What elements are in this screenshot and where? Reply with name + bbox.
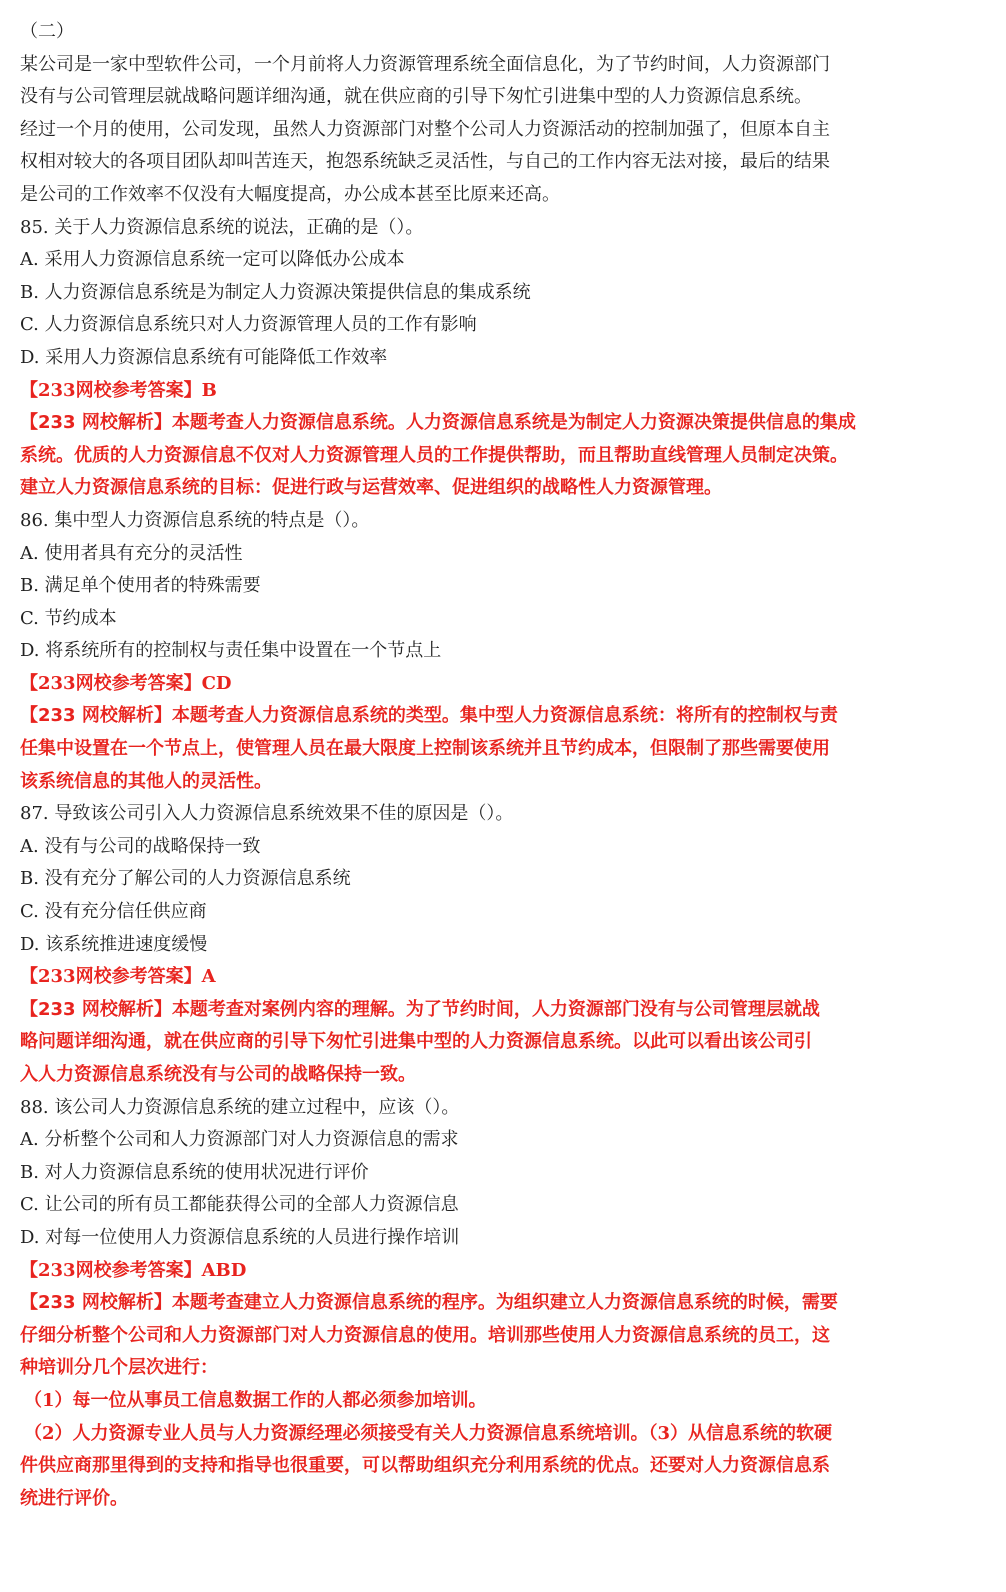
question-stem: 87. 导致该公司引入人力资源信息系统效果不佳的原因是（）。 — [20, 803, 514, 825]
answer-line — [20, 961, 966, 994]
analysis-line: 统进行评价。 — [20, 1487, 128, 1509]
option-c: C. 人力资源信息系统只对人力资源管理人员的工作有影响 — [20, 314, 477, 336]
option-d: D. 将系统所有的控制权与责任集中设置在一个节点上 — [20, 640, 442, 662]
answer-value: B — [201, 379, 217, 401]
analysis-text: 本题考查对案例内容的理解。为了节约时间，人力资源部门没有与公司管理层就战 — [171, 998, 820, 1020]
analysis-line: 系统。优质的人力资源信息不仅对人力资源管理人员的工作提供帮助，而且帮助直线管理人员制定决策。 — [20, 444, 848, 466]
question-stem: 88. 该公司人力资源信息系统的建立过程中，应该（）。 — [20, 1096, 460, 1118]
analysis-line: （2）人力资源专业人员与人力资源经理必须接受有关人力资源信息系统培训。（3）从信息系统的软硬 — [24, 1422, 833, 1444]
option-a: A. 分析整个公司和人力资源部门对人力资源信息的需求 — [20, 1129, 459, 1151]
analysis-line: 略问题详细沟通，就在供应商的引导下匆忙引进集中型的人力资源信息系统。以此可以看出该公司引 — [20, 1031, 812, 1053]
analysis-line — [20, 407, 966, 440]
analysis-label: 【233 网校解析】 — [20, 705, 172, 727]
answer-line — [20, 1255, 966, 1288]
analysis-label: 【233 网校解析】 — [20, 1292, 172, 1314]
option-b: B. 没有充分了解公司的人力资源信息系统 — [20, 868, 351, 890]
case-line: 没有与公司管理层就战略问题详细沟通，就在供应商的引导下匆忙引进集中型的人力资源信息系统。 — [20, 86, 812, 108]
case-line: 是公司的工作效率不仅没有大幅度提高，办公成本甚至比原来还高。 — [20, 183, 560, 205]
analysis-line: 种培训分几个层次进行： — [20, 1357, 218, 1379]
option-c: C. 让公司的所有员工都能获得公司的全部人力资源信息 — [20, 1194, 459, 1216]
analysis-line: 该系统信息的其他人的灵活性。 — [20, 770, 272, 792]
analysis-text: 本题考查人力资源信息系统。人力资源信息系统是为制定人力资源决策提供信息的集成 — [171, 412, 856, 434]
option-b: B. 人力资源信息系统是为制定人力资源决策提供信息的集成系统 — [20, 281, 531, 303]
answer-value: ABD — [201, 1259, 247, 1281]
analysis-line: 建立人力资源信息系统的目标：促进行政与运营效率、促进组织的战略性人力资源管理。 — [20, 477, 722, 499]
answer-label: 【233网校参考答案】 — [20, 672, 202, 694]
analysis-line: （1）每一位从事员工信息数据工作的人都必须参加培训。 — [24, 1389, 487, 1411]
analysis-line: 仔细分析整个公司和人力资源部门对人力资源信息的使用。培训那些使用人力资源信息系统的员工，这 — [20, 1324, 830, 1346]
analysis-text: 本题考查人力资源信息系统的类型。集中型人力资源信息系统：将所有的控制权与责 — [171, 705, 838, 727]
analysis-text: 本题考查建立人力资源信息系统的程序。为组织建立人力资源信息系统的时候，需要 — [171, 1292, 838, 1314]
option-a: A. 使用者具有充分的灵活性 — [20, 542, 243, 564]
answer-value: CD — [201, 672, 232, 694]
question-stem: 85. 关于人力资源信息系统的说法，正确的是（）。 — [20, 216, 424, 238]
analysis-label: 【233 网校解析】 — [20, 412, 172, 434]
option-d: D. 该系统推进速度缓慢 — [20, 933, 208, 955]
answer-value: A — [201, 966, 216, 988]
answer-label: 【233网校参考答案】 — [20, 1259, 202, 1281]
analysis-line — [20, 700, 966, 733]
answer-line — [20, 668, 966, 701]
option-b: B. 对人力资源信息系统的使用状况进行评价 — [20, 1161, 369, 1183]
answer-label: 【233网校参考答案】 — [20, 966, 202, 988]
analysis-label: 【233 网校解析】 — [20, 998, 172, 1020]
answer-label: 【233网校参考答案】 — [20, 379, 202, 401]
option-c: C. 没有充分信任供应商 — [20, 901, 207, 923]
option-c: C. 节约成本 — [20, 607, 117, 629]
case-line: 经过一个月的使用，公司发现，虽然人力资源部门对整个公司人力资源活动的控制加强了，但原本自主 — [20, 118, 830, 140]
option-a: A. 采用人力资源信息系统一定可以降低办公成本 — [20, 249, 405, 271]
analysis-line: 任集中设置在一个节点上，使管理人员在最大限度上控制该系统并且节约成本，但限制了那些需要使用 — [20, 738, 830, 760]
analysis-line — [20, 1287, 966, 1320]
option-d: D. 采用人力资源信息系统有可能降低工作效率 — [20, 346, 388, 368]
option-d: D. 对每一位使用人力资源信息系统的人员进行操作培训 — [20, 1226, 460, 1248]
option-a: A. 没有与公司的战略保持一致 — [20, 835, 261, 857]
answer-line — [20, 375, 966, 408]
question-stem: 86. 集中型人力资源信息系统的特点是（）。 — [20, 509, 370, 531]
analysis-line — [20, 994, 966, 1027]
analysis-line: 入人力资源信息系统没有与公司的战略保持一致。 — [20, 1064, 416, 1085]
case-line: 某公司是一家中型软件公司，一个月前将人力资源管理系统全面信息化，为了节约时间，人力资源部门 — [20, 53, 830, 75]
option-b: B. 满足单个使用者的特殊需要 — [20, 575, 261, 597]
case-line: 权相对较大的各项目团队却叫苦连天，抱怨系统缺乏灵活性，与自己的工作内容无法对接，最后的结果 — [20, 151, 830, 173]
analysis-line: 件供应商那里得到的支持和指导也很重要，可以帮助组织充分利用系统的优点。还要对人力资源信息系 — [20, 1455, 830, 1477]
section-heading: （二） — [20, 21, 74, 42]
